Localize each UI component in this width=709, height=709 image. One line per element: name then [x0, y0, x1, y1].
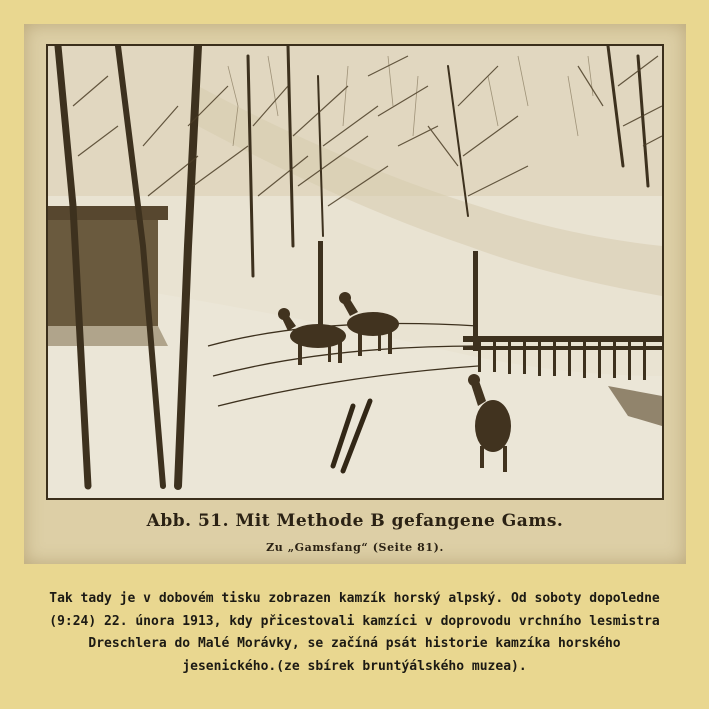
newspaper-clipping [24, 24, 686, 564]
chamois-in-snow-illustration [48, 46, 662, 498]
photo-subcaption: Zu „Gamsfang“ (Seite 81). [266, 541, 444, 554]
description-text: Tak tady je v dobovém tisku zobrazen kamzík horský alpský. Od soboty dopoledne (9:24) 22. února 1913, kdy přicestovali kamzíci v doprovodu vrchního lesmistra Dreschlera do Malé Morávky, se začíná psát historie kamzíka horského jesenického.(ze sbírek bruntýálského muzea). [49, 591, 660, 674]
photo-caption: Abb. 51. Mit Methode B gefangene Gams. [146, 511, 564, 531]
historical-photo [46, 44, 664, 500]
